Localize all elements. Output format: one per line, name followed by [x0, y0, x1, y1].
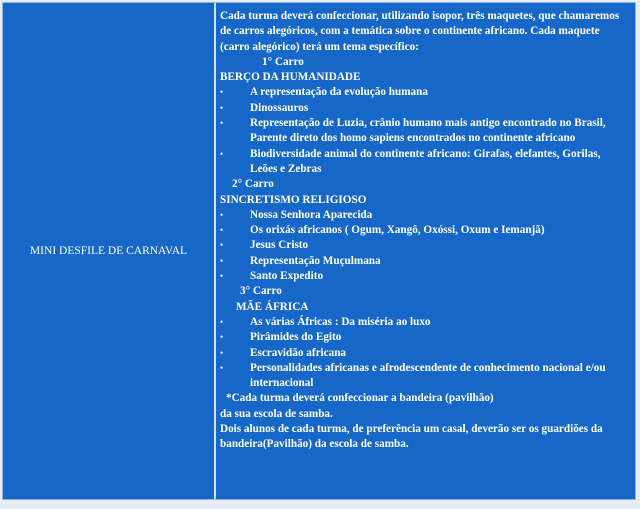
list-item	[220, 330, 629, 345]
bullet-icon: •	[220, 316, 224, 327]
bullet-icon: •	[220, 332, 224, 343]
list-item-text: Biodiversidade animal do continente africano: Girafas, elefantes, Gorilas, Leões e Zebras	[250, 147, 601, 175]
bullet-icon: •	[220, 209, 224, 220]
list-item	[220, 101, 629, 116]
list-item-text: Jesus Cristo	[250, 239, 309, 252]
bullet-icon: •	[220, 362, 224, 373]
flag-note: *Cada turma deverá confeccionar a bandeira (pavilhão)	[226, 392, 494, 405]
list-item-text: Representação de Luzia, crânio humano mais antigo encontrado no Brasil, Parente direto dos homo sapiens encontrados no continente africano	[250, 117, 606, 145]
bullet-icon: •	[220, 255, 224, 266]
list-item	[220, 269, 629, 284]
list-item-text: Pirâmides do Egito	[250, 331, 342, 344]
list-item	[220, 85, 629, 100]
list-item-text: As várias Áfricas : Da miséria ao luxo	[250, 315, 431, 328]
list-item-text: Personalidades africanas e afrodescendente de conhecimento nacional e/ou internacional	[250, 361, 606, 390]
bullet-icon: •	[220, 271, 224, 282]
bullet-icon: •	[220, 87, 224, 98]
carro-2-label: 2° Carro	[232, 178, 274, 191]
carro-2-theme: SINCRETISMO RELIGIOSO	[220, 193, 367, 206]
list-item	[220, 346, 629, 361]
carro-3-theme: MÃE ÁFRICA	[236, 300, 309, 313]
list-item-text: Nossa Senhora Aparecida	[250, 208, 373, 221]
event-title: MINI DESFILE DE CARNAVAL	[29, 245, 188, 257]
flag-note-continued: da sua escola de samba.	[220, 407, 333, 420]
bullet-icon: •	[220, 347, 224, 358]
carro-1-list	[220, 85, 629, 177]
bullet-icon: •	[220, 148, 224, 159]
table-left-cell	[3, 3, 216, 499]
list-item-text: Os orixás africanos ( Ogum, Xangô, Oxóssi, Oxum e Iemanjã)	[250, 224, 545, 237]
info-table	[2, 2, 636, 500]
list-item-text: Escravidão africana	[250, 346, 347, 359]
carro-3-list	[220, 315, 629, 391]
list-item	[220, 315, 629, 330]
carro-1-label: 1° Carro	[262, 55, 304, 68]
bullet-icon: •	[220, 102, 224, 113]
carro-1-theme: BERÇO DA HUMANIDADE	[220, 71, 361, 84]
list-item-text: Representação Muçulmana	[250, 254, 381, 267]
list-item	[220, 223, 629, 238]
list-item-text: A representação da evolução humana	[250, 86, 428, 99]
list-item-text: Santo Expedito	[250, 270, 324, 283]
list-item	[220, 361, 629, 392]
list-item	[220, 238, 629, 253]
list-item-text: Dinossauros	[250, 101, 309, 114]
list-item	[220, 116, 629, 147]
table-right-cell	[216, 3, 635, 499]
carro-3-label: 3° Carro	[240, 285, 282, 298]
intro-paragraph: Cada turma deverá confeccionar, utilizando isopor, três maquetes, que chamaremos de carros alegóricos, com a temática sobre o continente africano. Cada maquete (carro alegórico) terá um tema específico:	[220, 10, 620, 53]
carro-2-list	[220, 208, 629, 284]
bullet-icon: •	[220, 240, 224, 251]
list-item	[220, 147, 629, 178]
guardians-note: Dois alunos de cada turma, de preferência um casal, deverão ser os guardiões da bandeira(Pavilhão) da escola de samba.	[220, 423, 603, 451]
list-item	[220, 254, 629, 269]
bullet-icon: •	[220, 118, 224, 129]
bullet-icon: •	[220, 225, 224, 236]
list-item	[220, 208, 629, 223]
